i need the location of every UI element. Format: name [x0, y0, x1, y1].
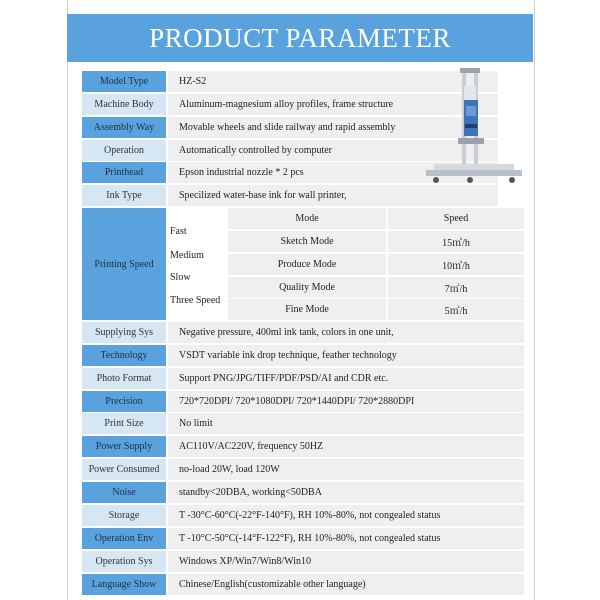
speed-names: [168, 208, 224, 320]
param-label: Printhead: [82, 162, 166, 183]
param-label: Precision: [82, 391, 166, 412]
param-label: Power Consumed: [82, 459, 166, 480]
param-label: Assembly Way: [82, 117, 166, 138]
param-value: No limit: [168, 413, 524, 434]
param-label: Power Supply: [82, 436, 166, 457]
speed-name: Medium: [170, 250, 204, 261]
param-value: standby<20DBA, working<50DBA: [168, 482, 524, 503]
param-value: Epson industrial nozzle * 2 pcs: [168, 162, 498, 183]
param-label: Technology: [82, 345, 166, 366]
param-label: Ink Type: [82, 185, 166, 206]
speed-header: Speed: [388, 208, 524, 229]
param-label: Storage: [82, 505, 166, 526]
param-value: T -10°C-50°C(-14°F-122°F), RH 10%-80%, not congealed status: [168, 528, 524, 549]
param-value: Chinese/English(customizable other language): [168, 574, 524, 595]
param-value: Windows XP/Win7/Win8/Win10: [168, 551, 524, 572]
param-value: 720*720DPI/ 720*1080DPI/ 720*1440DPI/ 720*2880DPI: [168, 391, 524, 412]
speed-name: Three Speed: [170, 295, 221, 306]
mode-header: Mode: [228, 208, 386, 229]
mode-cell: Sketch Mode: [228, 231, 386, 252]
param-label: Print Size: [82, 413, 166, 434]
param-label: Noise: [82, 482, 166, 503]
speed-cell: 5㎡/h: [388, 299, 524, 320]
param-label: Operation Env: [82, 528, 166, 549]
param-value: Movable wheels and slide railway and rapid assembly: [168, 117, 498, 138]
param-label: Supplying Sys: [82, 322, 166, 343]
param-label: Machine Body: [82, 94, 166, 115]
param-label: Operation Sys: [82, 551, 166, 572]
title-banner: [67, 14, 533, 62]
speed-name: Slow: [170, 272, 191, 283]
speed-cell: 15㎡/h: [388, 231, 524, 252]
param-value: HZ-S2: [168, 71, 498, 92]
mode-cell: Produce Mode: [228, 254, 386, 275]
param-label: Operation: [82, 140, 166, 161]
mode-cell: Quality Mode: [228, 277, 386, 298]
param-value: AC110V/AC220V, frequency 50HZ: [168, 436, 524, 457]
param-value: Specilized water-base ink for wall printer,: [168, 185, 498, 206]
param-label: Photo Format: [82, 368, 166, 389]
printing-speed-block: [82, 208, 524, 320]
param-label: Language Show: [82, 574, 166, 595]
speed-cell: 10㎡/h: [388, 254, 524, 275]
param-value: Support PNG/JPG/TIFF/PDF/PSD/AI and CDR etc.: [168, 368, 524, 389]
param-value: Negative pressure, 400ml ink tank, colors in one unit,: [168, 322, 524, 343]
param-value: no-load 20W, load 120W: [168, 459, 524, 480]
param-value: VSDT variable ink drop technique, feather technology: [168, 345, 524, 366]
param-label: Printing Speed: [82, 208, 166, 320]
param-value: Automatically controlled by computer: [168, 140, 498, 161]
param-value: Aluminum-magnesium alloy profiles, frame structure: [168, 94, 498, 115]
speed-name: Fast: [170, 226, 187, 237]
mode-cell: Fine Mode: [228, 299, 386, 320]
page-title: PRODUCT PARAMETER: [149, 22, 451, 53]
speed-cell: 7㎡/h: [388, 277, 524, 298]
param-value: T -30°C-60°C(-22°F-140°F), RH 10%-80%, not congealed status: [168, 505, 524, 526]
wall-printer-image: [424, 66, 524, 190]
param-label: Model Type: [82, 71, 166, 92]
